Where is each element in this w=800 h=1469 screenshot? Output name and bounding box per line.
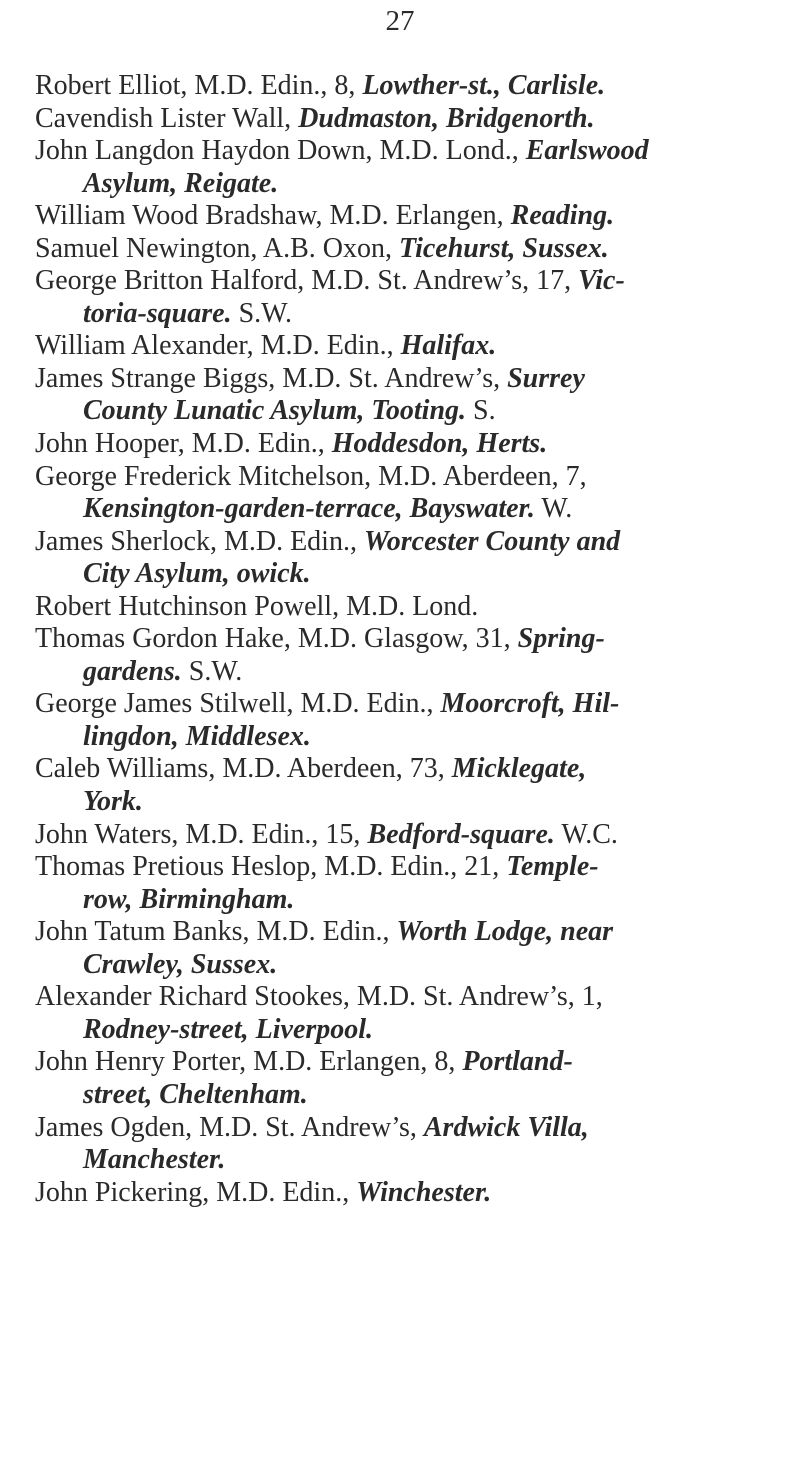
- entry-line: [35, 753, 785, 786]
- name-text: George Frederick Mitchelson, M.D. Aberdeen, 7,: [35, 460, 587, 492]
- entry-line: [35, 688, 785, 721]
- entry-line: [35, 70, 785, 103]
- name-text: John Waters, M.D. Edin., 15,: [35, 818, 368, 850]
- entry-line: [35, 981, 785, 1014]
- entry-continuation-line: [35, 395, 785, 428]
- address-text: row, Birmingham.: [83, 883, 295, 915]
- address-text: Worcester County and: [363, 525, 621, 557]
- name-text: John Hooper, M.D. Edin.,: [35, 428, 332, 460]
- name-text: S.W.: [231, 297, 293, 329]
- entry-continuation-line: [35, 721, 785, 754]
- entry-line: [35, 363, 785, 396]
- entry-line: [35, 916, 785, 949]
- name-text: Robert Hutchinson Powell, M.D. Lond.: [35, 590, 479, 622]
- entry-continuation-line: [35, 656, 785, 689]
- address-text: Halifax.: [400, 330, 497, 362]
- entry-line: [35, 461, 785, 494]
- address-text: Manchester.: [83, 1144, 226, 1176]
- entry-line: [35, 591, 785, 624]
- name-text: George James Stilwell, M.D. Edin.,: [35, 688, 441, 720]
- name-text: William Alexander, M.D. Edin.,: [35, 330, 401, 362]
- address-text: Worth Lodge, near: [396, 916, 614, 948]
- entry-continuation-line: [35, 558, 785, 591]
- name-text: S.: [466, 395, 496, 427]
- address-text: Surrey: [507, 362, 585, 394]
- address-text: Reading.: [510, 200, 615, 232]
- member-list: [35, 70, 785, 1209]
- address-text: Dudmaston, Bridgenorth.: [298, 102, 595, 134]
- address-text: Vic-: [578, 265, 625, 297]
- entry-continuation-line: [35, 493, 785, 526]
- address-text: Micklegate,: [451, 753, 587, 785]
- entry-line: [35, 526, 785, 559]
- address-text: Kensington-garden-terrace, Bayswater.: [83, 493, 535, 525]
- name-text: James Strange Biggs, M.D. St. Andrew’s,: [35, 362, 508, 394]
- entry-continuation-line: [35, 1079, 785, 1112]
- name-text: James Ogden, M.D. St. Andrew’s,: [35, 1111, 424, 1143]
- address-text: Ardwick Villa,: [423, 1111, 589, 1143]
- address-text: Earlswood: [525, 135, 649, 167]
- entry-line: [35, 103, 785, 136]
- name-text: John Pickering, M.D. Edin.,: [35, 1176, 357, 1208]
- name-text: John Henry Porter, M.D. Erlangen, 8,: [35, 1046, 463, 1078]
- address-text: Spring-: [517, 623, 605, 655]
- address-text: Hoddesdon, Herts.: [331, 428, 548, 460]
- address-text: Rodney-street, Liverpool.: [83, 1013, 374, 1045]
- entry-continuation-line: [35, 884, 785, 917]
- entry-line: [35, 1046, 785, 1079]
- address-text: Moorcroft, Hil-: [440, 688, 620, 720]
- address-text: City Asylum, owick.: [83, 558, 311, 590]
- entry-line: [35, 330, 785, 363]
- address-text: Portland-: [462, 1046, 573, 1078]
- address-text: York.: [83, 786, 143, 818]
- page-number: 27: [385, 5, 415, 37]
- address-text: Ticehurst, Sussex.: [399, 232, 609, 264]
- name-text: James Sherlock, M.D. Edin.,: [35, 525, 364, 557]
- entry-continuation-line: [35, 298, 785, 331]
- name-text: W.: [534, 493, 573, 525]
- name-text: Alexander Richard Stookes, M.D. St. Andrew’s, 1,: [35, 981, 603, 1013]
- entry-line: [35, 623, 785, 656]
- address-text: Asylum, Reigate.: [83, 167, 279, 199]
- name-text: Robert Elliot, M.D. Edin., 8,: [35, 70, 363, 101]
- entry-continuation-line: [35, 786, 785, 819]
- entry-line: [35, 819, 785, 852]
- entry-line: [35, 1112, 785, 1145]
- address-text: Crawley, Sussex.: [83, 948, 278, 980]
- name-text: W.C.: [554, 818, 618, 850]
- entry-line: [35, 265, 785, 298]
- name-text: Caleb Williams, M.D. Aberdeen, 73,: [35, 753, 452, 785]
- entry-line: [35, 135, 785, 168]
- entry-line: [35, 233, 785, 266]
- entry-continuation-line: [35, 1144, 785, 1177]
- name-text: John Tatum Banks, M.D. Edin.,: [35, 916, 397, 948]
- address-text: gardens.: [83, 655, 182, 687]
- name-text: Thomas Pretious Heslop, M.D. Edin., 21,: [35, 851, 507, 883]
- name-text: William Wood Bradshaw, M.D. Erlangen,: [35, 200, 511, 232]
- entry-continuation-line: [35, 949, 785, 982]
- address-text: Bedford-square.: [367, 818, 555, 850]
- entry-continuation-line: [35, 168, 785, 201]
- name-text: Cavendish Lister Wall,: [35, 102, 299, 134]
- entry-line: [35, 851, 785, 884]
- address-text: Lowther-st., Carlisle.: [362, 70, 606, 101]
- name-text: S.W.: [181, 655, 243, 687]
- name-text: George Britton Halford, M.D. St. Andrew’s, 17,: [35, 265, 579, 297]
- entry-line: [35, 428, 785, 461]
- entry-line: [35, 1177, 785, 1210]
- address-text: Temple-: [506, 851, 599, 883]
- address-text: Winchester.: [356, 1176, 492, 1208]
- address-text: lingdon, Middlesex.: [83, 720, 311, 752]
- entry-continuation-line: [35, 1014, 785, 1047]
- name-text: Thomas Gordon Hake, M.D. Glasgow, 31,: [35, 623, 518, 655]
- address-text: toria-square.: [83, 297, 232, 329]
- name-text: Samuel Newington, A.B. Oxon,: [35, 232, 399, 264]
- address-text: County Lunatic Asylum, Tooting.: [83, 395, 467, 427]
- name-text: John Langdon Haydon Down, M.D. Lond.,: [35, 135, 526, 167]
- address-text: street, Cheltenham.: [83, 1078, 308, 1110]
- entry-line: [35, 200, 785, 233]
